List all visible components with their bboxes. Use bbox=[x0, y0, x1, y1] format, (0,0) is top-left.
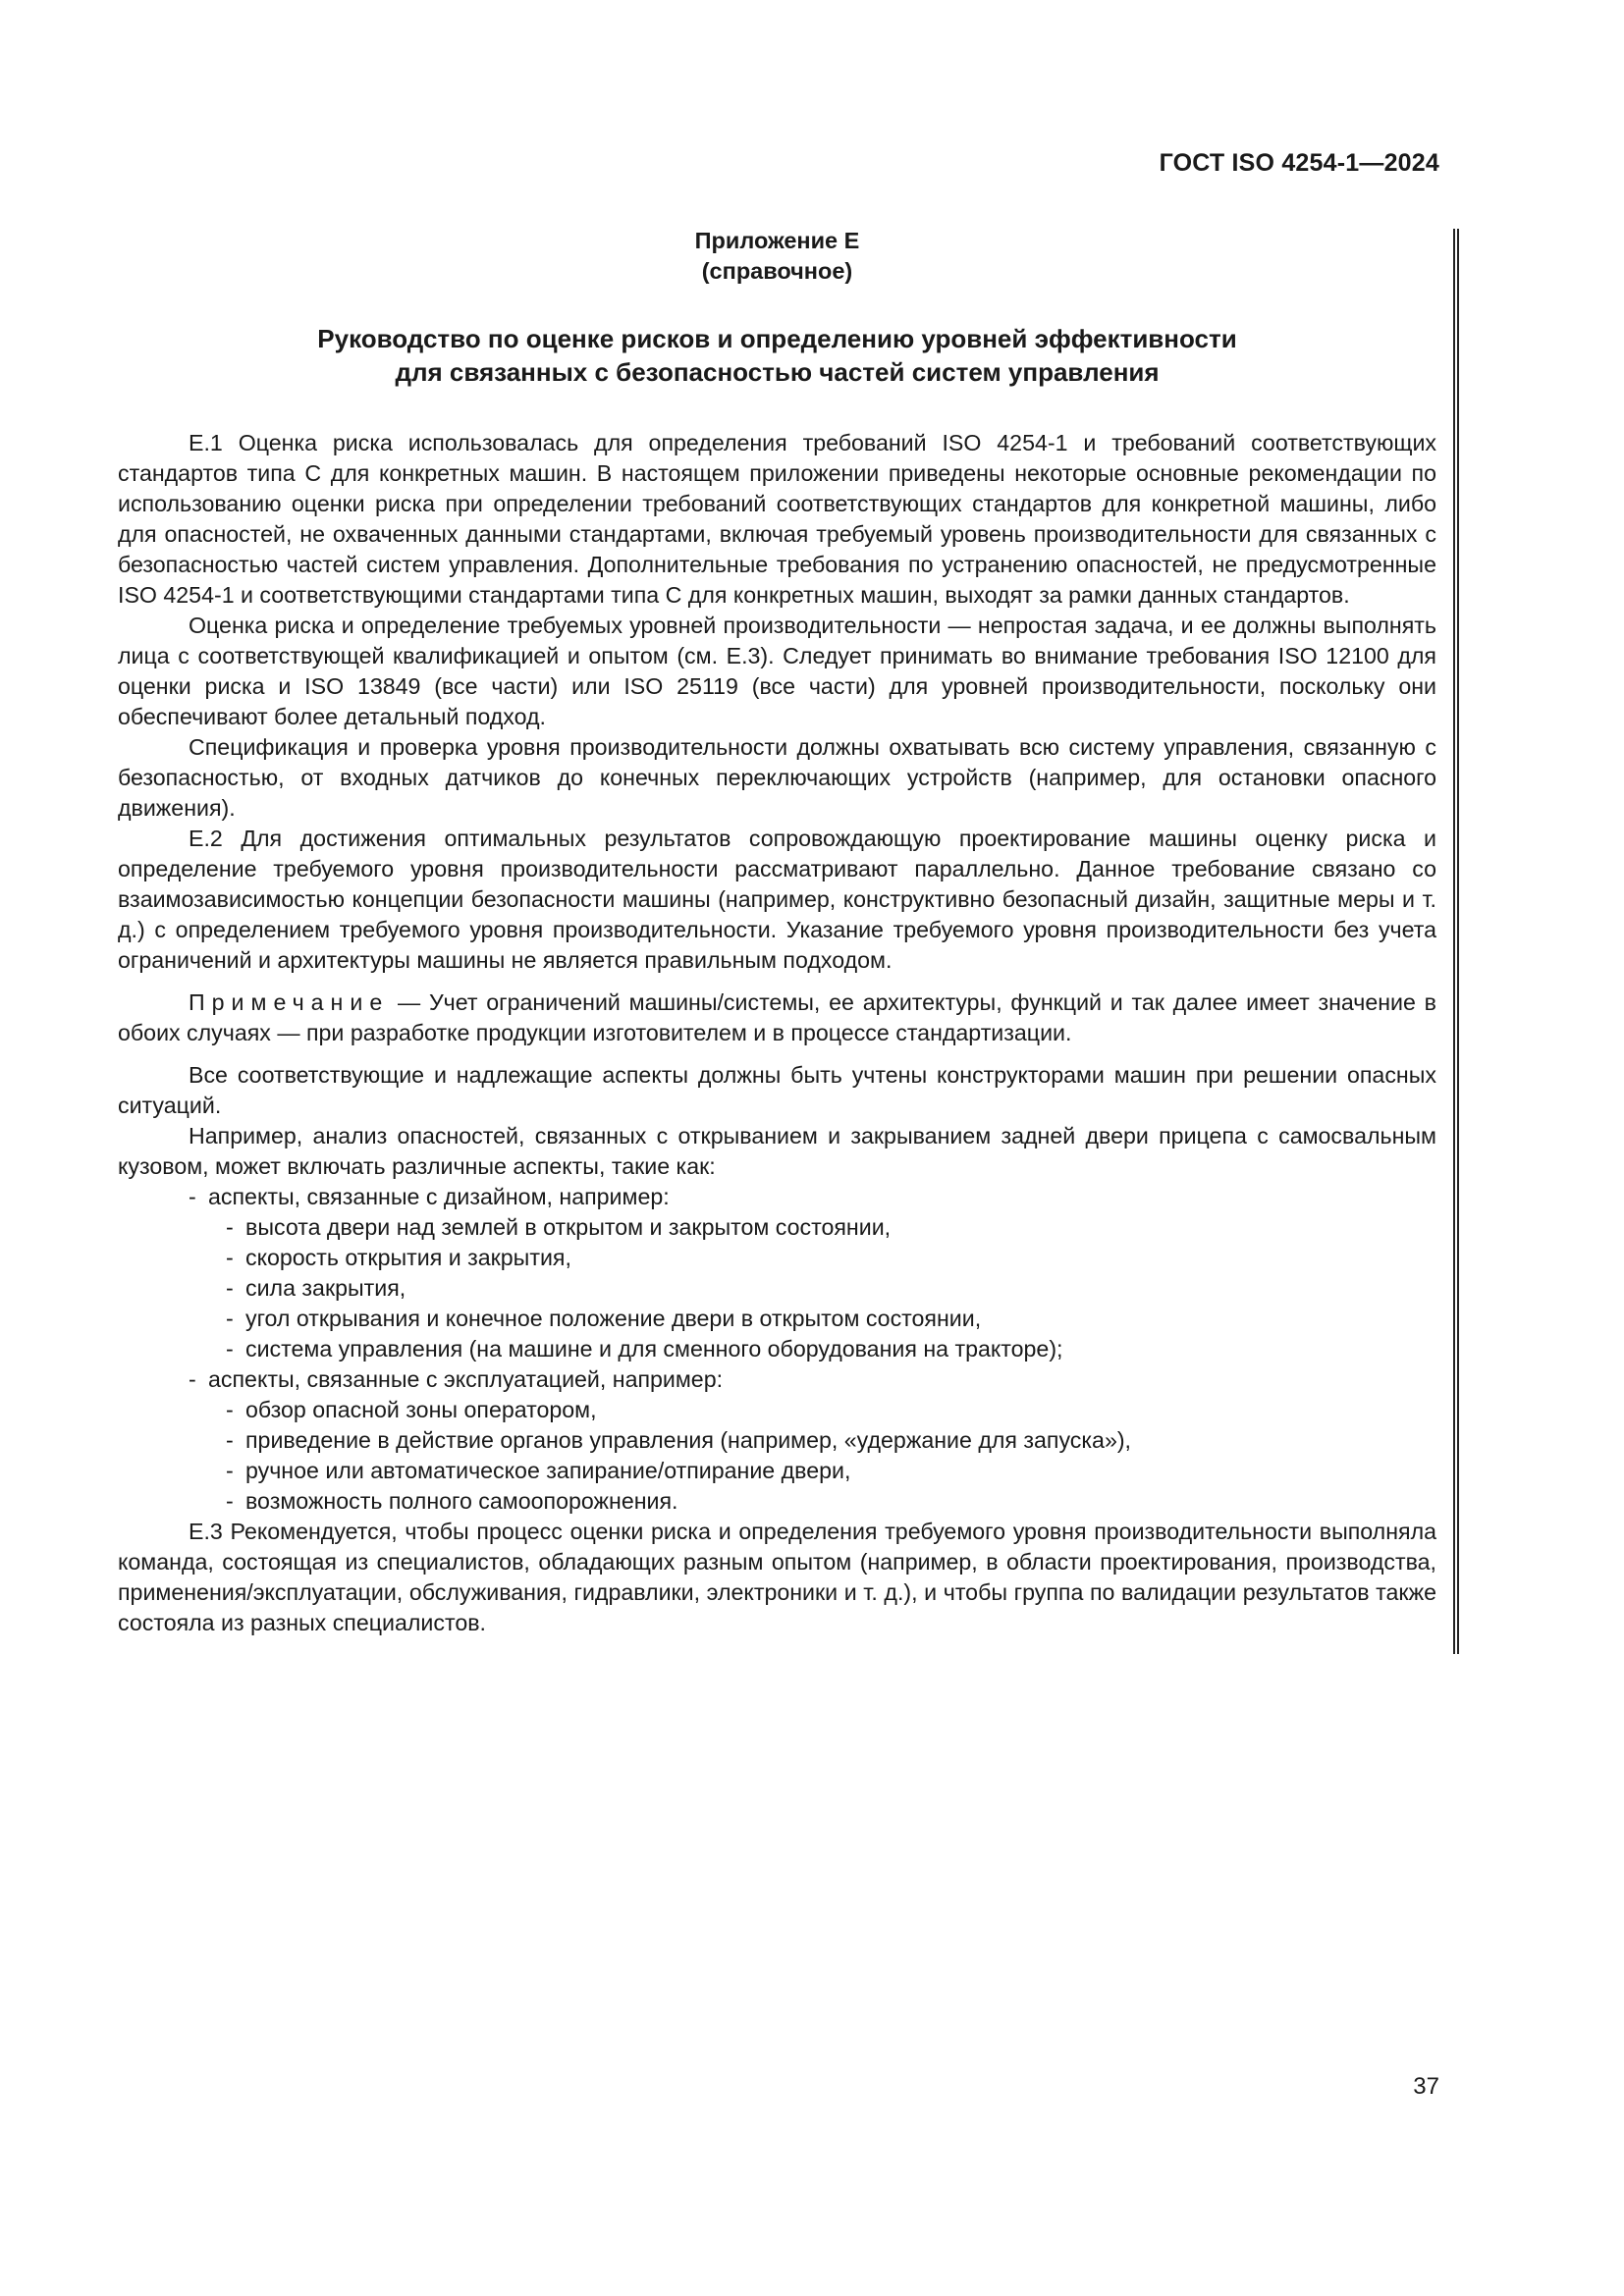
list-dash: - bbox=[226, 1336, 234, 1362]
list-dash: - bbox=[226, 1458, 234, 1483]
design-aspects-sublist bbox=[189, 1212, 1436, 1364]
note-text: — Учет ограничений машины/системы, ее архитектуры, функций и так далее имеет значение в обоих случаях — при разработке продукции изготовителем и в процессе стандартизации. bbox=[118, 989, 1436, 1045]
paragraph-e3: Е.3 Рекомендуется, чтобы процесс оценки риска и определения требуемого уровня производительности выполняла команда, состоящая из специалистов, обладающих разным опытом (например, в области проектирования, производства, применения/эксплуатации, обслуживания, гидравлики, электроники и т. д.), и чтобы группа по валидации результатов также состояла из разных специалистов. bbox=[118, 1519, 1436, 1635]
note bbox=[118, 988, 1436, 1048]
list-item: - сила закрытия, bbox=[189, 1273, 1436, 1304]
aspects-list bbox=[118, 1182, 1436, 1517]
aspect-design-label: - аспекты, связанные с дизайном, например: bbox=[189, 1182, 1436, 1212]
operation-aspects-sublist bbox=[189, 1395, 1436, 1517]
paragraph-example: Например, анализ опасностей, связанных с открыванием и закрыванием задней двери прицепа с самосвальным кузовом, может включать различные аспекты, такие как: bbox=[118, 1123, 1436, 1179]
list-dash: - bbox=[226, 1306, 234, 1331]
note-label: Примечание bbox=[189, 989, 390, 1015]
appendix-label: Приложение Е bbox=[694, 228, 860, 253]
revision-margin-bar bbox=[1453, 229, 1459, 1654]
appendix-title-line-1: Руководство по оценке рисков и определению уровней эффективности bbox=[317, 324, 1237, 353]
list-dash: - bbox=[226, 1488, 234, 1514]
list-item: - высота двери над землей в открытом и закрытом состоянии, bbox=[189, 1212, 1436, 1243]
paragraph-specification: Спецификация и проверка уровня производительности должны охватывать всю систему управления, связанную с безопасностью, от входных датчиков до конечных переключающих устройств (например, для остановки опасного движения). bbox=[118, 734, 1436, 821]
list-item bbox=[118, 1182, 1436, 1364]
aspect-operation-label: - аспекты, связанные с эксплуатацией, например: bbox=[189, 1364, 1436, 1395]
list-dash: - bbox=[226, 1427, 234, 1453]
list-item bbox=[118, 1364, 1436, 1517]
list-item: - приведение в действие органов управления (например, «удержание для запуска»), bbox=[189, 1425, 1436, 1456]
paragraph-e1: Е.1 Оценка риска использовалась для определения требований ISO 4254-1 и требований соответствующих стандартов типа С для конкретных машин. В настоящем приложении приведены некоторые основные рекомендации по использованию оценки риска при определении требований соответствующих стандартов для конкретной машины, либо для опасностей, не охваченных данными стандартами, включая требуемый уровень производительности для связанных с безопасностью частей систем управления. Дополнительные требования по устранению опасностей, не предусмотренные ISO 4254-1 и соответствующими стандартами типа С для конкретных машин, выходят за рамки данных стандартов. bbox=[118, 430, 1436, 608]
appendix-title bbox=[118, 322, 1436, 389]
list-item: - ручное или автоматическое запирание/отпирание двери, bbox=[189, 1456, 1436, 1486]
list-item: - скорость открытия и закрытия, bbox=[189, 1243, 1436, 1273]
paragraph-risk-assessment: Оценка риска и определение требуемых уровней производительности — непростая задача, и ее должны выполнять лица с соответствующей квалификацией и опытом (см. Е.3). Следует принимать во внимание требования ISO 12100 для оценки риска и ISO 13849 (все части) или ISO 25119 (все части) для уровней производительности, поскольку они обеспечивают более детальный подход. bbox=[118, 613, 1436, 729]
list-dash: - bbox=[226, 1275, 234, 1301]
list-dash: - bbox=[189, 1184, 196, 1209]
paragraph-e2: Е.2 Для достижения оптимальных результатов сопровождающую проектирование машины оценку риска и определение требуемого уровня производительности рассматривают параллельно. Данное требование связано со взаимозависимостью концепции безопасности машины (например, конструктивно безопасный дизайн, защитные меры и т. д.) с определением требуемого уровня производительности. Указание требуемого уровня производительности без учета ограничений и архитектуры машины не является правильным подходом. bbox=[118, 826, 1436, 973]
list-item: - система управления (на машине и для сменного оборудования на тракторе); bbox=[189, 1334, 1436, 1364]
paragraph-designers: Все соответствующие и надлежащие аспекты должны быть учтены конструкторами машин при решении опасных ситуаций. bbox=[118, 1062, 1436, 1118]
list-dash: - bbox=[226, 1397, 234, 1422]
list-item: - угол открывания и конечное положение двери в открытом состоянии, bbox=[189, 1304, 1436, 1334]
list-dash: - bbox=[226, 1245, 234, 1270]
document-code: ГОСТ ISO 4254-1—2024 bbox=[1159, 149, 1439, 177]
page-number: 37 bbox=[1413, 2073, 1439, 2100]
list-item: - возможность полного самоопорожнения. bbox=[189, 1486, 1436, 1517]
page-content bbox=[118, 226, 1436, 1638]
list-dash: - bbox=[226, 1214, 234, 1240]
appendix-type: (справочное) bbox=[701, 258, 853, 284]
list-dash: - bbox=[189, 1366, 196, 1392]
appendix-title-line-2: для связанных с безопасностью частей систем управления bbox=[395, 357, 1160, 387]
list-item: - обзор опасной зоны оператором, bbox=[189, 1395, 1436, 1425]
